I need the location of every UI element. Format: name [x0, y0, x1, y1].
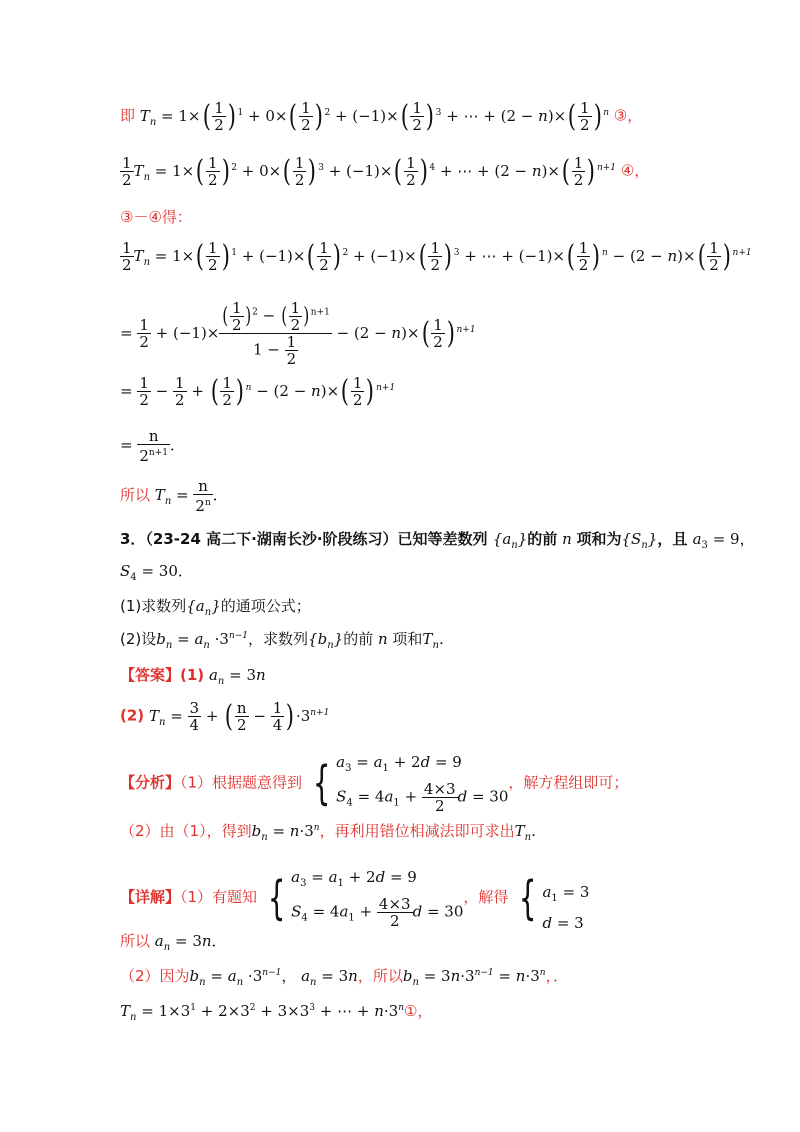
- formula-tn-expansion: $T_n = 1\times$( $\frac{1}{2}$ ) $^1$ + 0×( $\frac{1}{2}$ ) $^2$ + (−1)×( $\frac{1}{2}$ ) $^3$ + ⋯ + (2 − n)×( $\frac{1}{2}$ ) $^n$: [139, 98, 610, 134]
- formula-geometric-sum: = $\frac{1}{2}$ + (−1)× ( $\frac{1}{2}$ )$^2$ − ( $\frac{1}{2}$ )$^{n+1}$ 1 − $\frac{1}{2}$ − (2 − n)×( $\frac{1}{2}$ ) $^{n+1}$: [120, 299, 476, 368]
- analysis2-text: （2）由（1），得到: [120, 822, 252, 840]
- answer-1-formula: $a_n = 3n$: [208, 666, 266, 687]
- left-brace-2: {: [267, 870, 286, 925]
- answer-line-2: [120, 700, 329, 733]
- q2-bn-def: $b_n = a_n \cdot 3^{n-1}$: [156, 630, 249, 651]
- prefix-ji: 即: [120, 106, 136, 125]
- cond-s4: $S_4 = 30$．: [120, 562, 193, 583]
- equation-line-2: [120, 155, 649, 188]
- answer-line-1: [120, 664, 266, 687]
- left-brace: {: [312, 755, 331, 810]
- answer-1-index: (1): [180, 666, 205, 684]
- formula-half-tn: $\frac{1}{2}$ $T_n = 1\times$( $\frac{1}{2}$ ) $^2$ + 0×( $\frac{1}{2}$ ) $^3$ + (−1)×( $\frac{1}{2}$ ) $^4$ + ⋯ + (2 − n)×( $\frac{1}{2}$ ) $^{n+1}$: [122, 153, 617, 189]
- so-an-line: [120, 930, 227, 953]
- equation-line-7: [120, 428, 185, 464]
- circle-4: ④，: [620, 161, 650, 180]
- circle-3: ③，: [613, 106, 643, 125]
- sub-question-2: [120, 628, 454, 651]
- analysis2-bn: $b_n = n\cdot 3^n$: [251, 822, 320, 843]
- formula-tn-final: $T_n$ = $\frac{n}{2^n}$ ．: [154, 477, 228, 515]
- detail2-bn-result: $b_n = 3n\cdot 3^{n-1} = n\cdot 3^n$: [402, 967, 546, 988]
- cond-a3: $a_3 = 9$，: [692, 530, 755, 551]
- answer-2-formula: $T_n$ = $\frac{3}{4}$ + ( $\frac{n}{2}$ − $\frac{1}{4}$ ) $\cdot 3^{n+1}$: [148, 698, 330, 734]
- q2-tn: $T_n$．: [422, 630, 454, 651]
- q3-mid1: 的前: [527, 530, 558, 548]
- tn-sum-line: [120, 1000, 432, 1023]
- detail-line-1: [120, 860, 589, 935]
- detail2-text: （2）因为: [120, 967, 190, 985]
- circle-1: ①，: [404, 1002, 433, 1020]
- question-3-header: [120, 528, 755, 551]
- seq-an: $\{a_n\}$: [492, 530, 528, 551]
- seq-sn: $\{S_n\}$: [621, 530, 658, 551]
- answer-label: 【答案】: [120, 666, 181, 684]
- equation-line-1: [120, 100, 642, 133]
- prefix-suoyi: 所以: [120, 486, 151, 504]
- q1-seq: $\{a_n\}$: [186, 597, 221, 618]
- so-an-prefix: 所以: [120, 932, 151, 950]
- detail-system: $a_3 = a_1 + 2d = 9$ $S_4 = 4a_1$ + $\frac{4\times 3}{2}$ d = 30: [291, 867, 464, 930]
- analysis-text: （1）根据题意得到: [180, 773, 303, 792]
- formula-difference: $\frac{1}{2}$ $T_n = 1\times$( $\frac{1}{2}$ ) $^1$ + (−1)×( $\frac{1}{2}$ ) $^2$ + (−1)×( $\frac{1}{2}$ ) $^3$ + ⋯ + (−1)×( $\frac{1}{2}$ ) $^n$ − (2 − n)×( $\frac{1}{2}$ ) $^{n+1}$: [122, 238, 752, 274]
- analysis-system: $a_3 = a_1 + 2d = 9$ $S_4 = 4a_1$ + $\frac{4\times 3}{2}$ d = 30: [336, 753, 509, 815]
- answer-2-index: (2): [120, 706, 145, 725]
- cond-s4-line: [120, 560, 193, 583]
- q2-mid: ，求数列: [248, 630, 309, 648]
- q3-mid3: ，且: [657, 530, 688, 548]
- detail-label: 【详解】: [120, 888, 181, 906]
- analysis-tail: ，解方程组即可；: [508, 773, 629, 792]
- equation-line-6: [120, 375, 395, 408]
- q2-mid2: 的前: [343, 630, 374, 648]
- equation-line-5: [120, 300, 476, 367]
- conclusion-line: [120, 478, 228, 514]
- detail2-mid: ，所以: [357, 967, 403, 985]
- detail2-tail: ，．: [545, 967, 569, 985]
- var-n: n: [557, 530, 577, 548]
- analysis-label: 【分析】: [120, 773, 181, 792]
- q1-text: (1)求数列: [120, 597, 187, 615]
- analysis-line-1: [120, 750, 628, 816]
- analysis-line-2: [120, 820, 546, 843]
- so-an-formula: $a_n = 3n$．: [154, 932, 227, 953]
- formula-simplified: = $\frac{1}{2}$ − $\frac{1}{2}$ + ( $\frac{1}{2}$ ) $^n$ − (2 − n)×( $\frac{1}{2}$ ) $^{n+1}$: [120, 373, 396, 409]
- detail-solution: $a_1 = 3$ d = 3: [542, 883, 590, 932]
- analysis2-tail: ，再利用错位相减法即可求出: [319, 822, 515, 840]
- sub-question-1: [120, 595, 311, 618]
- q3-mid2: 项和为: [576, 530, 622, 548]
- analysis2-tn: $T_n$．: [514, 822, 547, 843]
- q2-text: (2)设: [120, 630, 157, 648]
- formula-result: = $\frac{n}{2^{n+1}}$ ．: [120, 427, 185, 465]
- detail-line-2: [120, 965, 568, 988]
- q3-head: 3．（23-24 高二下·湖南长沙·阶段练习）已知等差数列: [120, 530, 488, 548]
- q2-seq: $\{b_n\}$: [308, 630, 344, 651]
- q1-tail: 的通项公式；: [220, 597, 311, 615]
- q2-tail: 项和: [392, 630, 423, 648]
- equation-line-4: [120, 240, 752, 273]
- subtract-line: ③－④得：: [120, 208, 192, 226]
- left-brace-3: {: [519, 870, 537, 925]
- detail2-bn: $b_n = a_n \cdot 3^{n-1}$， $a_n = 3n$: [189, 967, 358, 988]
- detail-mid: ，解得: [463, 888, 509, 906]
- q2-n: n: [373, 630, 393, 648]
- tn-sum-formula: $T_n = 1\times 3^1 + 2\times 3^2 + 3\times 3^3$ + ⋯ + $n\cdot 3^n$: [120, 1002, 405, 1023]
- detail-text: （1）有题知: [180, 888, 258, 906]
